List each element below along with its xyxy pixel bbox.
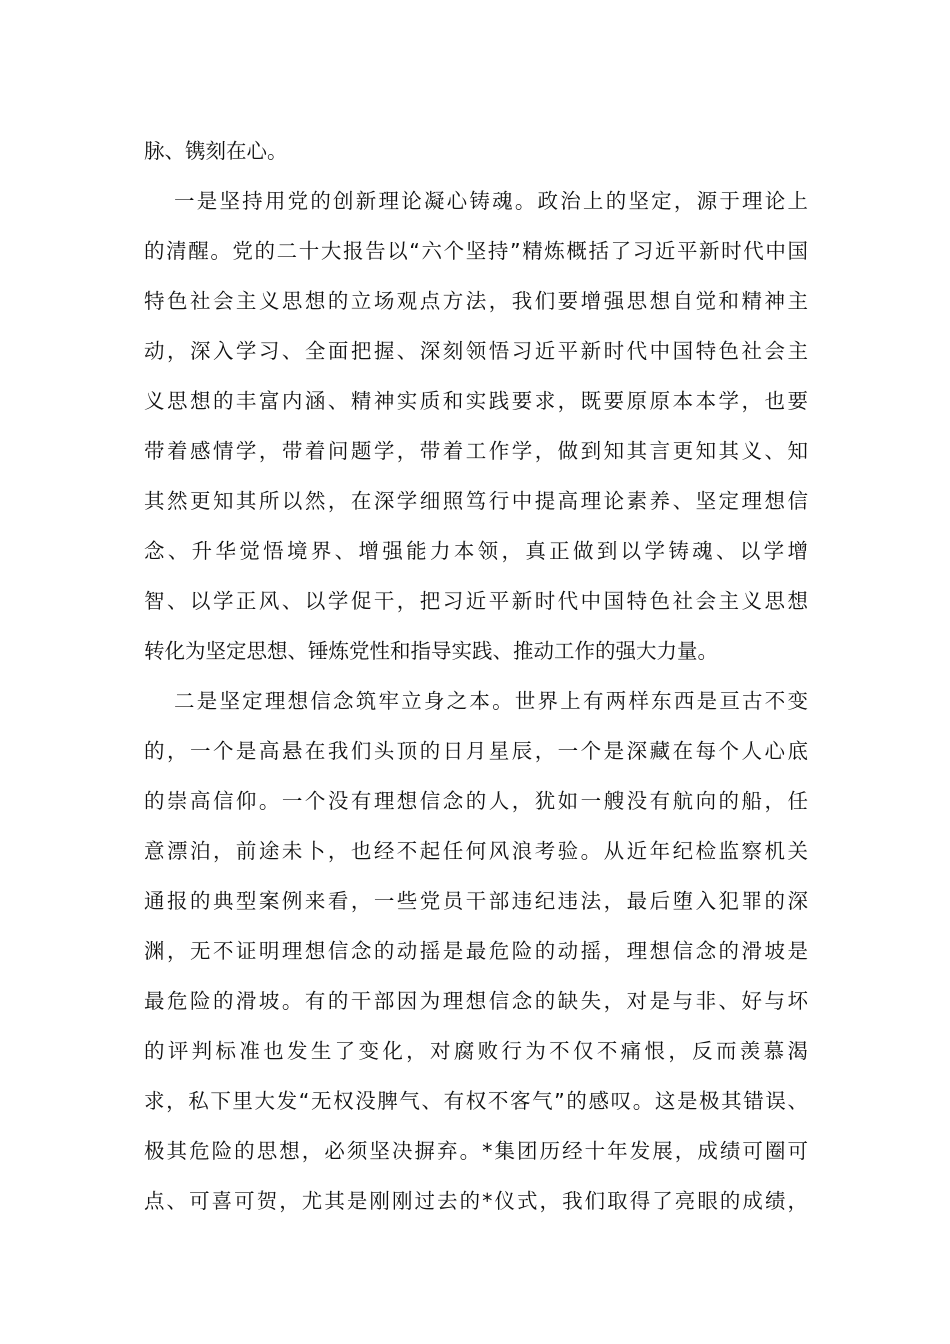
text-line: 特色社会主义思想的立场观点方法，我们要增强思想自觉和精神主	[144, 289, 808, 313]
text-line: 念、升华觉悟境界、增强能力本领，真正做到以学铸魂、以学增	[144, 539, 808, 563]
text-line: 最危险的滑坡。有的干部因为理想信念的缺失，对是与非、好与坏	[144, 989, 808, 1013]
text-line: 动，深入学习、全面把握、深刻领悟习近平新时代中国特色社会主	[144, 339, 808, 363]
paragraph-start-line: 一是坚持用党的创新理论凝心铸魂。政治上的坚定，源于理论上	[174, 189, 808, 213]
text-line: 的崇高信仰。一个没有理想信念的人，犹如一艘没有航向的船，任	[144, 789, 808, 813]
text-line: 点、可喜可贺，尤其是刚刚过去的*仪式，我们取得了亮眼的成绩，	[144, 1189, 808, 1213]
text-line: 渊，无不证明理想信念的动摇是最危险的动摇，理想信念的滑坡是	[144, 939, 808, 963]
text-line: 的评判标准也发生了变化，对腐败行为不仅不痛恨，反而羡慕渴	[144, 1039, 808, 1063]
text-line: 的，一个是高悬在我们头顶的日月星辰，一个是深藏在每个人心底	[144, 739, 808, 763]
text-line: 带着感情学，带着问题学，带着工作学，做到知其言更知其义、知	[144, 439, 808, 463]
text-line: 脉、镌刻在心。	[144, 139, 288, 163]
paragraph-end-line: 转化为坚定思想、锤炼党性和指导实践、推动工作的强大力量。	[144, 639, 718, 663]
text-line: 意漂泊，前途未卜，也经不起任何风浪考验。从近年纪检监察机关	[144, 839, 808, 863]
text-line: 的清醒。党的二十大报告以“六个坚持”精炼概括了习近平新时代中国	[144, 239, 808, 263]
text-line: 极其危险的思想，必须坚决摒弃。*集团历经十年发展，成绩可圈可	[144, 1139, 808, 1163]
body-text	[144, 126, 808, 1226]
paragraph-start-line: 二是坚定理想信念筑牢立身之本。世界上有两样东西是亘古不变	[174, 689, 808, 713]
text-line: 求，私下里大发“无权没脾气、有权不客气”的感叹。这是极其错误、	[144, 1089, 808, 1113]
text-line: 智、以学正风、以学促干，把习近平新时代中国特色社会主义思想	[144, 589, 808, 613]
text-line: 通报的典型案例来看，一些党员干部违纪违法，最后堕入犯罪的深	[144, 889, 808, 913]
text-line: 义思想的丰富内涵、精神实质和实践要求，既要原原本本学，也要	[144, 389, 808, 413]
text-line: 其然更知其所以然，在深学细照笃行中提高理论素养、坚定理想信	[144, 489, 808, 513]
